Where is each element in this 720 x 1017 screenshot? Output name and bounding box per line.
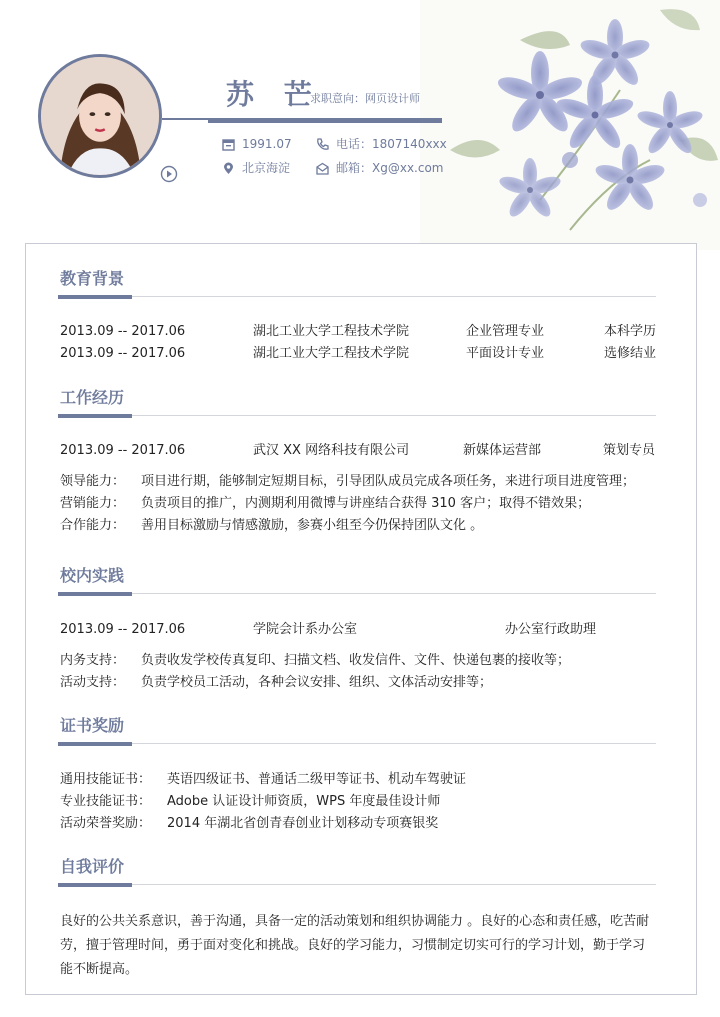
candidate-name: 苏 芒 (226, 78, 322, 111)
phone-info (316, 136, 447, 152)
mail-icon (316, 162, 329, 175)
section-accent-bar (58, 295, 132, 299)
section-title-self: 自我评价 (60, 857, 125, 876)
phone-value: 电话：1807140xxx (336, 137, 447, 151)
cert-label: 通用技能证书： (60, 772, 152, 787)
city-value: 北京海淀 (242, 161, 291, 175)
campus-item-label: 内务支持： (60, 653, 126, 668)
work-company: 武汉 XX 网络科技有限公司 (253, 443, 410, 458)
self-eval-line: 良好的公共关系意识，善于沟通，具备一定的活动策划和组织协调能力 。良好的心态和责任感，吃苦耐 (60, 914, 650, 929)
section-rule (58, 415, 656, 416)
work-item-label: 营销能力： (60, 496, 126, 511)
phone-icon (316, 138, 329, 151)
campus-item-label: 活动支持： (60, 675, 126, 690)
location-icon (222, 162, 235, 175)
section-title-work: 工作经历 (60, 388, 125, 407)
self-eval-line: 劳，擅于管理时间，勇于面对变化和挑战。良好的学习能力，习惯制定切实可行的学习计划，勤于学习 (60, 938, 646, 953)
edu-school: 湖北工业大学工程技术学院 (253, 346, 410, 361)
header-connector-line (162, 118, 210, 120)
work-item-text: 项目进行期，能够制定短期目标，引导团队成员完成各项任务，来进行项目进度管理； (141, 474, 636, 489)
avatar (38, 54, 162, 178)
edu-degree: 选修结业 (604, 346, 657, 361)
edu-period: 2013.09 -- 2017.06 (60, 324, 186, 339)
work-position: 策划专员 (603, 443, 656, 458)
section-accent-bar (58, 414, 132, 418)
edu-degree: 本科学历 (604, 324, 657, 339)
job-intent: 求职意向：网页设计师 (310, 92, 420, 105)
city-info (222, 160, 290, 176)
edu-school: 湖北工业大学工程技术学院 (253, 324, 410, 339)
campus-position: 办公室行政助理 (505, 622, 597, 637)
work-item-label: 领导能力： (60, 474, 126, 489)
calendar-icon (222, 138, 235, 151)
section-accent-bar (58, 592, 132, 596)
edu-period: 2013.09 -- 2017.06 (60, 346, 186, 361)
campus-period: 2013.09 -- 2017.06 (60, 622, 186, 637)
play-icon[interactable] (160, 165, 178, 183)
self-eval-line: 能不断提高。 (60, 962, 139, 977)
cert-text: Adobe 认证设计师资质，WPS 年度最佳设计师 (167, 794, 441, 809)
birth-value: 1991.07 (242, 137, 292, 151)
mail-value: 邮箱：Xg@xx.com (336, 161, 444, 175)
edu-major: 企业管理专业 (466, 324, 545, 339)
section-accent-bar (58, 742, 132, 746)
campus-item-text: 负责学校员工活动，各种会议安排、组织、文体活动安排等； (141, 675, 493, 690)
section-title-campus: 校内实践 (60, 566, 125, 585)
work-period: 2013.09 -- 2017.06 (60, 443, 186, 458)
cert-text: 英语四级证书、普通话二级甲等证书、机动车驾驶证 (167, 772, 467, 787)
section-title-education: 教育背景 (60, 269, 125, 288)
cert-label: 活动荣誉奖励： (60, 816, 152, 831)
name-underline-bar (208, 118, 442, 123)
section-title-certs: 证书奖励 (60, 716, 125, 735)
edu-major: 平面设计专业 (466, 346, 545, 361)
campus-org: 学院会计系办公室 (253, 622, 358, 637)
flower-decoration (420, 0, 720, 250)
cert-label: 专业技能证书： (60, 794, 152, 809)
section-accent-bar (58, 883, 132, 887)
section-rule (58, 296, 656, 297)
work-dept: 新媒体运营部 (463, 443, 542, 458)
mail-info (316, 160, 444, 176)
work-item-label: 合作能力： (60, 518, 126, 533)
section-rule (58, 884, 656, 885)
birth-info (222, 136, 292, 152)
work-item-text: 负责项目的推广，内测期利用微博与讲座结合获得 310 客户；取得不错效果； (141, 496, 591, 511)
campus-item-text: 负责收发学校传真复印、扫描文档、收发信件、文件、快递包裹的接收等； (141, 653, 571, 668)
section-rule (58, 593, 656, 594)
section-rule (58, 743, 656, 744)
cert-text: 2014 年湖北省创青春创业计划移动专项赛银奖 (167, 816, 439, 831)
work-item-text: 善用目标激励与情感激励，参赛小组至今仍保持团队文化 。 (141, 518, 484, 533)
